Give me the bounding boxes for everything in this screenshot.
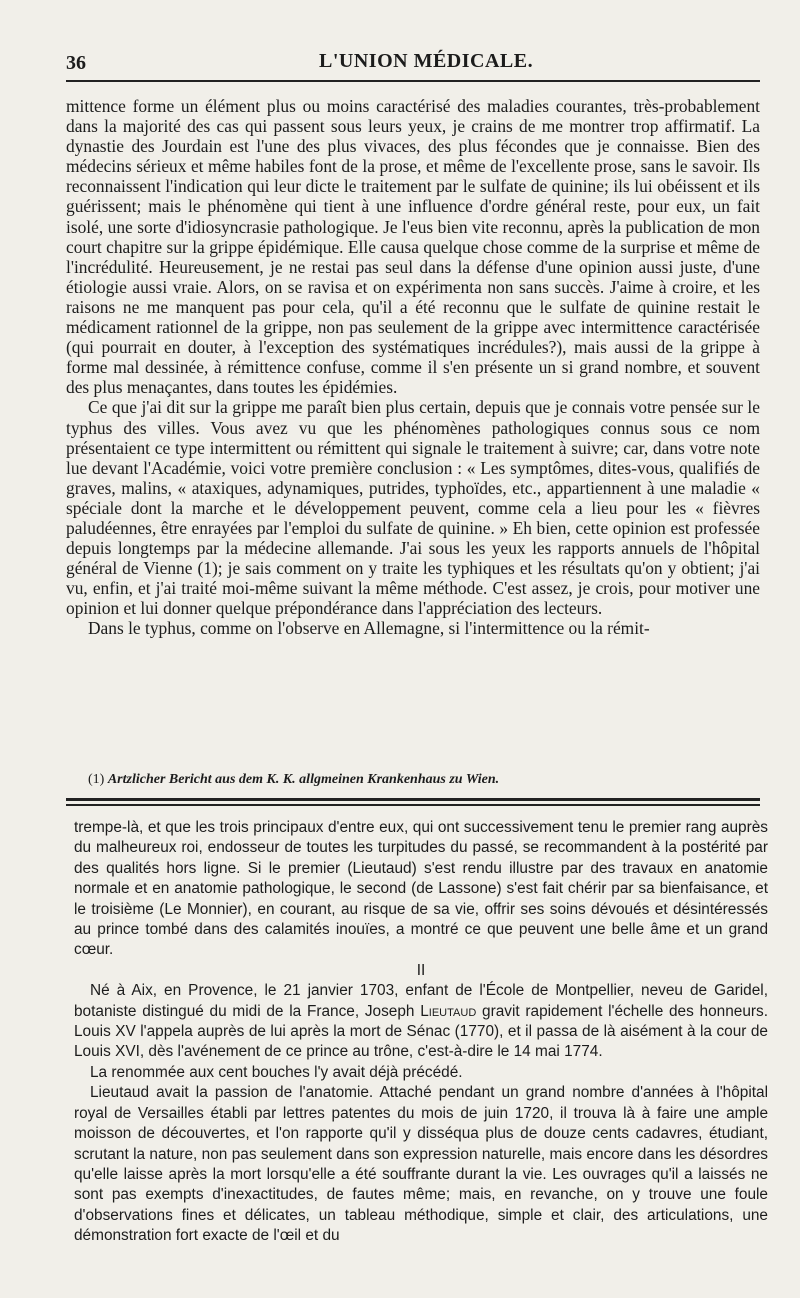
section-number: II [416,961,426,979]
paragraph-text: gravit rapidement l'échelle des honneurs. Louis XV l'appela auprès de lui après la mort de Sénac (1770), et il passa de là aisément à la cour de Louis XVI, dès l'avénement de ce prince au trône, c'est-à-dire le 14 mai 1774. [74,1002,769,1061]
page-header [66,48,760,78]
paragraph: La renommée aux cent bouches l'y avait déjà précédé. [90,1063,463,1081]
paragraph: Ce que j'ai dit sur la grippe me paraît bien plus certain, depuis que je connais votre pensée sur le typhus des villes. Vous avez vu que les phénomènes pathologiques connus sous ce nom présentaient ce type intermittent ou rémittent qui signale le traitement à suivre; car, dans votre note lue devant l'Académie, voici votre première conclusion : « Les symptômes, dites-vous, qualifiés de graves, malins, « ataxiques, adynamiques, putrides, typhoïdes, etc., appartiennent à une maladie « spéciale dont la marche et le développement peuvent, comme cela a lieu pour les « fièvres paludéennes, être enrayées par l'emploi du sulfate de quinine. » Eh bien, cette opinion est professée depuis longtemps par la médecine allemande. J'ai sous les yeux les rapports annuels de l'hôpital général de Vienne (1); je sais comment on y traite les typhiques et les résultats qu'on y obtient; j'ai vu, enfin, et j'ai traité moi-même suivant la même méthode. C'est assez, je crois, pour motiver une opinion et lui donner quelque prépondérance dans l'appréciation des lecteurs. [66,397,760,619]
running-title: L'UNION MÉDICALE. [319,50,534,72]
feuilleton-text [74,818,768,1247]
section-divider [66,804,760,806]
section-divider [66,798,760,801]
paragraph: trempe-là, et que les trois principaux d'entre eux, qui ont successivement tenu le premier rang auprès du malheureux roi, endosseur de toutes les turpitudes du passé, se recommandent à la postérité par des qualités hors ligne. Si le premier (Lieutaud) s'est rendu illustre par des travaux en anatomie normale et en anatomie pathologique, le second (de Lassone) s'est fait chérir par sa bienfaisance, et le troisième (Le Monnier), en courant, au risque de sa vie, offrir ses soins dévoués et désintéressés au prince tombé dans des calamités inouïes, a montré ce que peuvent une belle âme et un grand cœur. [74,819,768,959]
header-rule [66,80,760,82]
page-number: 36 [66,52,86,74]
paragraph: Lieutaud avait la passion de l'anatomie. Attaché pendant un grand nombre d'années à l'hôpital royal de Versailles établi par lettres patentes du mois de juin 1720, il trouva là à faire une ample moisson de découvertes, et l'on rapporte qu'il y disséqua plus de douze cents cadavres, étudiant, scrutant la nature, non pas seulement dans son expression naturelle, mais encore dans les désordres qu'elle laisse après la mort lorsqu'elle a été souffrante durant la vie. Les ouvrages qu'il a laissés ne sont pas exempts d'inexactitudes, de fautes même; mais, en revanche, on y trouve une foule d'observations fines et délicates, un tableau méthodique, simple et clair, des articulations, une démonstration fort exacte de l'œil et du [74,1084,768,1245]
paragraph-text: Né à Aix, en Provence, le 21 janvier 1703, enfant de l'École de Montpellier, neveu de Garidel, botaniste distingué du midi de la France, Joseph [74,982,768,1020]
footnote-text: Artzlicher Bericht aus dem K. K. allgmeinen Krankenhaus zu Wien. [107,772,500,787]
footnote [88,772,748,788]
paragraph [74,981,768,1063]
person-name: Lieutaud [420,1002,477,1020]
main-text [66,96,760,639]
paragraph: Dans le typhus, comme on l'observe en Allemagne, si l'intermittence ou la rémit- [88,618,650,639]
paragraph: mittence forme un élément plus ou moins caractérisé des maladies courantes, très-probablement dans la majorité des cas qui passent sous leurs yeux, je crains de me montrer trop affirmatif. La dynastie des Jourdain est l'une des plus vivaces, des plus fécondes que je connaisse. Bien des médecins sérieux et même habiles font de la prose, et même de l'excellente prose, sans le savoir. Ils reconnaissent l'indication qui leur dicte le traitement par le sulfate de quinine; ils lui obéissent et ils guérissent; mais le phénomène qui tient à une influence d'ordre général reste, pour eux, un fait isolé, une sorte d'idiosyncrasie pathologique. Je l'eus bien vite reconnu, après la publication de mon court chapitre sur la grippe épidémique. Elle causa quelque chose comme de la surprise et même de l'incrédulité. Heureusement, je ne restai pas seul dans la défense d'une opinion aussi juste, d'une étiologie aussi vraie. Alors, on se ravisa et on expérimenta non sans succès. J'aime à croire, et les raisons ne me manquent pas pour cela, qu'il a été reconnu que le sulfate de quinine restait le médicament rationnel de la grippe, non pas seulement de la grippe avec intermittence caractérisée (qui pourrait en douter, à l'exception des systématiques incrédules?), mais aussi de la grippe à forme mal dessinée, à rémittence confuse, comme il s'en présente un si grand nombre, et souvent des plus menaçantes, dans toutes les épidémies. [66,96,760,398]
footnote-marker: (1) [88,772,105,787]
